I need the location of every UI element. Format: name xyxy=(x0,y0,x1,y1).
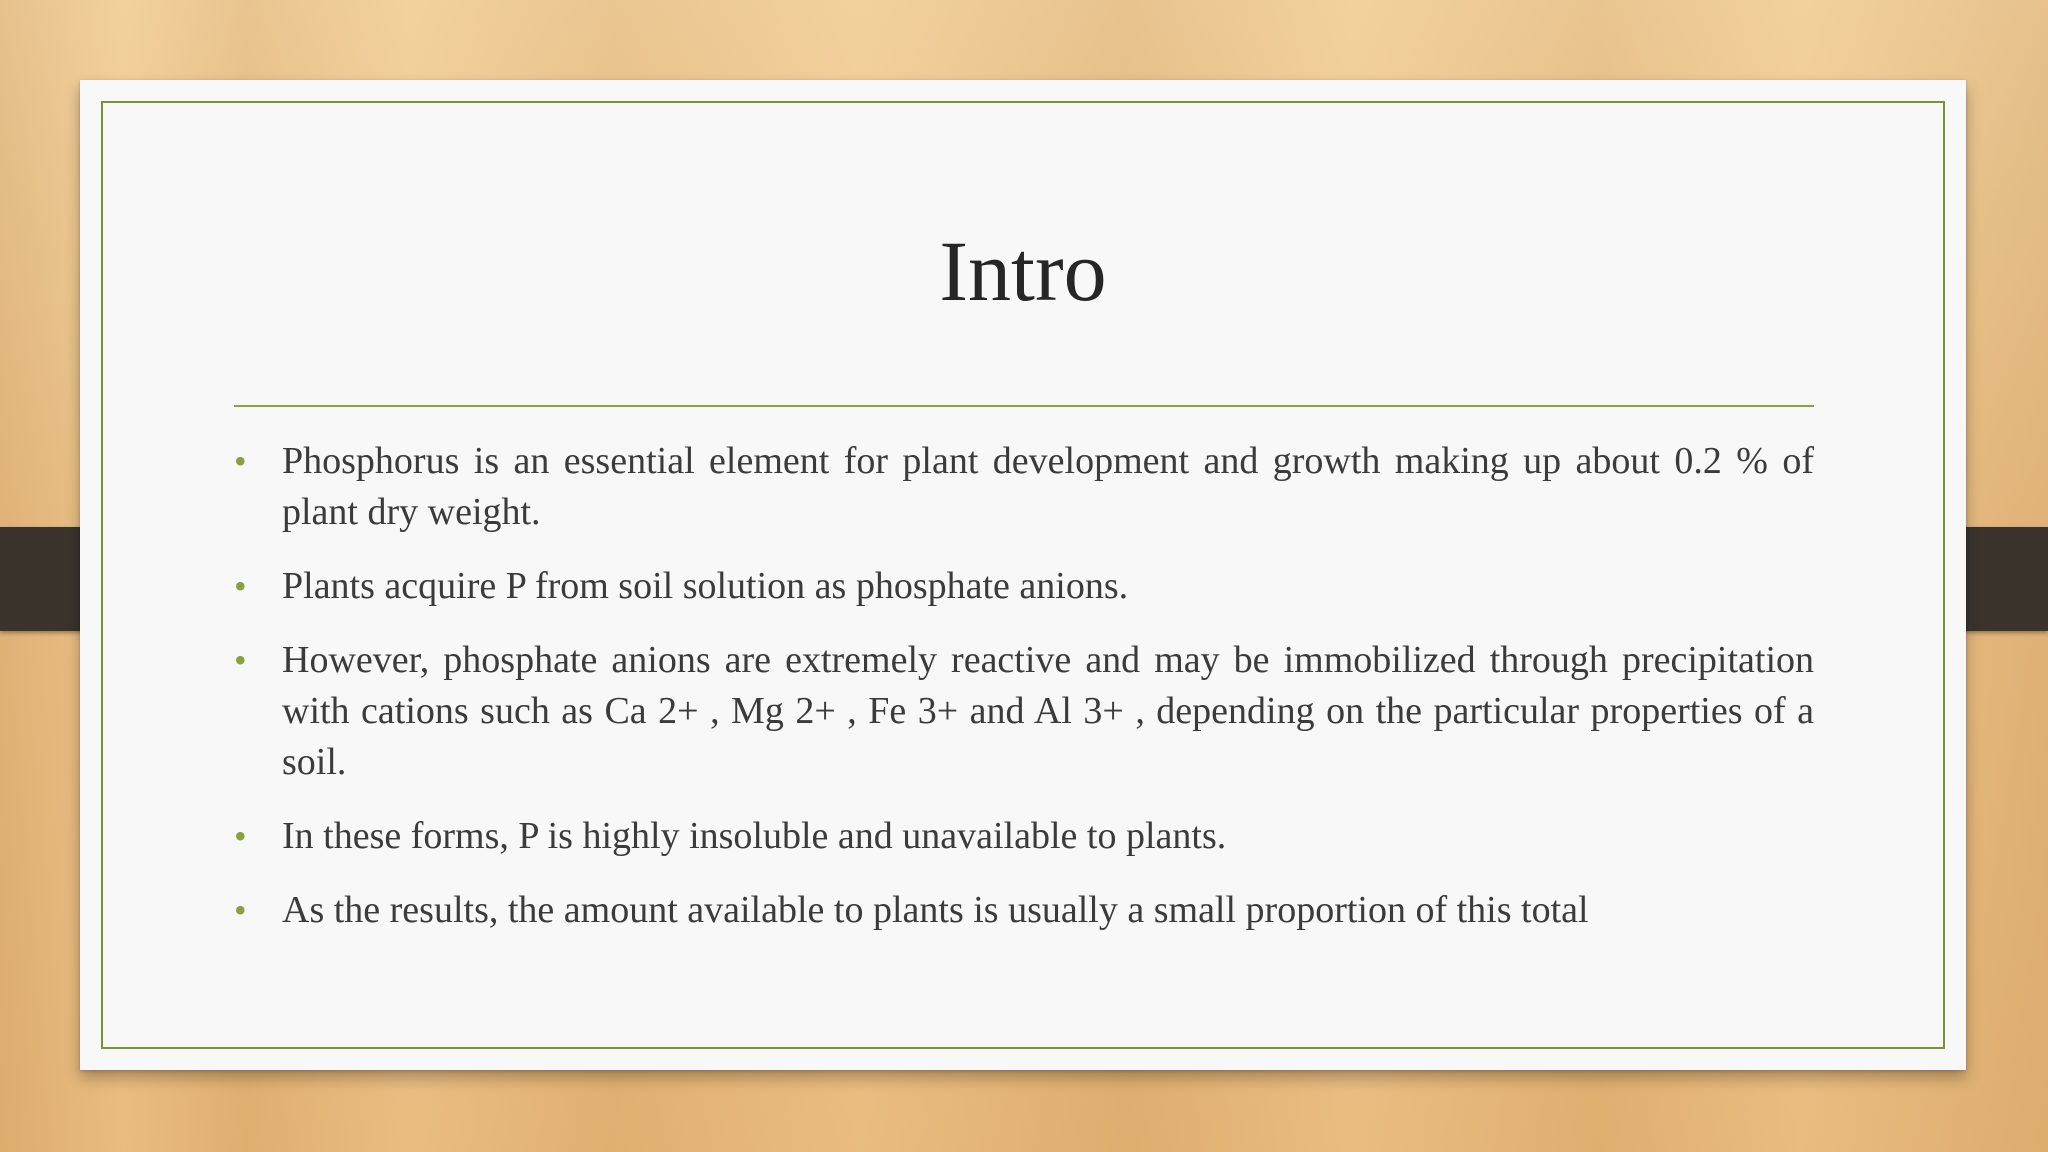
slide xyxy=(80,80,1966,1070)
title-divider xyxy=(234,405,1814,407)
bullet-text: However, phosphate anions are extremely reactive and may be immobilized through precipitation with cations such as Ca 2+ , Mg 2+ , Fe 3+ and Al 3+ , depending on the particular properties of a soil. xyxy=(282,639,1814,783)
bullet-icon: • xyxy=(234,816,247,856)
slide-title: Intro xyxy=(939,223,1107,319)
bullet-text: Plants acquire P from soil solution as phosphate anions. xyxy=(282,565,1129,607)
bullet-text: Phosphorus is an essential element for plant development and growth making up about 0.2 % of plant dry weight. xyxy=(282,440,1814,533)
bullet-icon: • xyxy=(234,441,247,481)
bullet-list xyxy=(234,436,1814,959)
bullet-icon: • xyxy=(234,640,247,680)
bullet-text: As the results, the amount available to plants is usually a small proportion of this total xyxy=(282,889,1589,931)
bullet-icon: • xyxy=(234,566,247,606)
bullet-item xyxy=(234,436,1814,538)
bullet-item xyxy=(234,561,1814,612)
bullet-item xyxy=(234,635,1814,788)
bullet-text: In these forms, P is highly insoluble and unavailable to plants. xyxy=(282,815,1227,857)
bullet-icon: • xyxy=(234,890,247,930)
bullet-item xyxy=(234,811,1814,862)
bullet-item xyxy=(234,885,1814,936)
